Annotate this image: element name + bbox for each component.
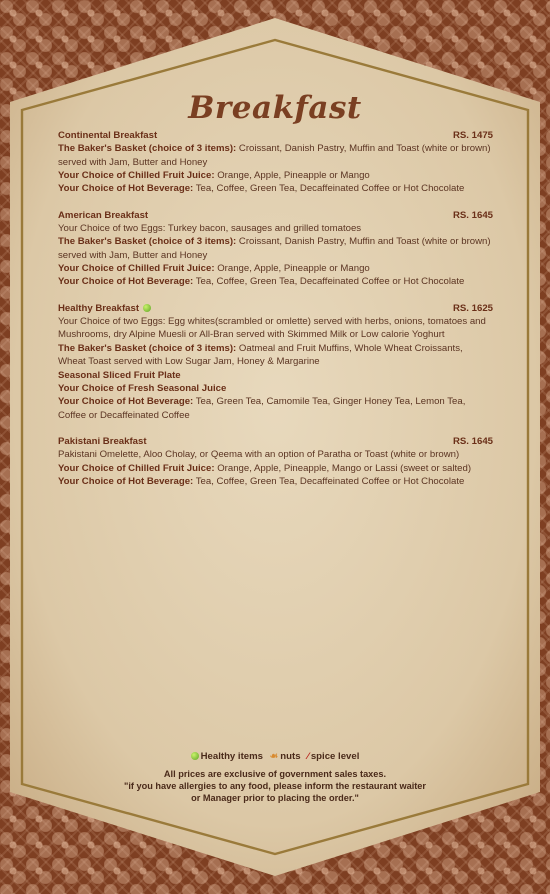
line-text: Croissant, Danish Pastry, Muffin and Toast (white or brown) served with Jam, Butter and Honey (58, 236, 491, 261)
line-text: Your Choice of two Eggs: Turkey bacon, sausages and grilled tomatoes (58, 223, 362, 235)
line-label: The Baker's Basket (choice of 3 items): (58, 236, 237, 248)
line-label: Your Choice of Fresh Seasonal Juice (58, 382, 227, 394)
line-text: Tea, Green Tea, Camomile Tea, Ginger Honey Tea, Lemon Tea, Coffee or Decaffeinated Coffee (58, 396, 466, 421)
menu-line (58, 142, 493, 169)
section-name: Healthy Breakfast (58, 302, 140, 314)
chili-icon: ⁄ (307, 751, 309, 762)
line-label: Your Choice of Chilled Fruit Juice: (58, 462, 215, 474)
line-text: Croissant, Danish Pastry, Muffin and Toast (white or brown) served with Jam, Butter and Honey (58, 143, 491, 168)
note-line: All prices are exclusive of government sales taxes. (163, 769, 387, 779)
line-label: The Baker's Basket (choice of 3 items): (58, 342, 237, 354)
legend-spice: spice level (310, 751, 360, 762)
menu-line (58, 182, 493, 195)
line-label: Your Choice of Chilled Fruit Juice: (58, 170, 215, 182)
legend (0, 751, 550, 762)
menu-section (58, 129, 493, 196)
line-text: Pakistani Omelette, Aloo Cholay, or Qeema with an option of Paratha or Toast (white or brown) (58, 449, 460, 461)
line-label: The Baker's Basket (choice of 3 items): (58, 143, 237, 155)
menu-line (58, 369, 493, 382)
menu-line (58, 462, 493, 475)
menu-line (58, 475, 493, 488)
line-label: Your Choice of Hot Beverage: (58, 396, 194, 408)
section-header (58, 302, 493, 315)
menu-line (58, 169, 493, 182)
line-text: Oatmeal and Fruit Muffins, Whole Wheat Croissants, Wheat Toast served with Low Sugar Jam, Honey & Margarine (58, 342, 463, 368)
line-label: Your Choice of Chilled Fruit Juice: (58, 263, 215, 275)
footer-notes (0, 768, 550, 804)
section-price: RS. 1625 (452, 302, 493, 314)
menu-line (58, 235, 493, 262)
section-price: RS. 1645 (452, 435, 493, 447)
legend-healthy: Healthy items (200, 751, 263, 762)
section-name: American Breakfast (58, 209, 149, 221)
note-line: or Manager prior to placing the order." (191, 793, 359, 803)
menu-line (58, 275, 493, 288)
line-text: Orange, Apple, Pineapple, Mango or Lassi (sweet or salted) (214, 462, 472, 474)
menu-line (58, 222, 493, 235)
menu-line (58, 395, 493, 422)
menu-line (58, 262, 493, 275)
section-name: Continental Breakfast (58, 130, 158, 141)
section-price: RS. 1475 (452, 130, 493, 141)
menu-section (58, 209, 493, 289)
section-header (58, 129, 493, 142)
menu-line (58, 315, 493, 342)
healthy-dot-icon (191, 752, 199, 760)
line-text: Orange, Apple, Pineapple or Mango (214, 170, 370, 182)
line-text: Tea, Coffee, Green Tea, Decaffeinated Coffee or Hot Chocolate (193, 276, 465, 288)
menu-line (58, 342, 493, 369)
nut-icon: ☙ (269, 751, 279, 762)
line-text: Your Choice of two Eggs: Egg whites(scrambled or omlette) served with herbs, onions, tomatoes and Mushrooms, dry Alpine Muesli or All-Bran served with Skimmed Milk or Low calorie Yoghurt (58, 316, 486, 341)
menu-line (58, 448, 493, 461)
menu-line (58, 382, 493, 395)
line-label: Your Choice of Hot Beverage: (58, 475, 194, 487)
line-label: Your Choice of Hot Beverage: (58, 183, 194, 195)
note-line: "if you have allergies to any food, please inform the restaurant waiter (123, 781, 426, 791)
line-text: Tea, Coffee, Green Tea, Decaffeinated Coffee or Hot Chocolate (193, 183, 465, 195)
legend-nuts: nuts (280, 751, 301, 762)
menu-section (58, 302, 493, 422)
menu-section (58, 435, 493, 488)
line-label: Seasonal Sliced Fruit Plate (58, 369, 181, 381)
healthy-dot-icon (143, 304, 151, 312)
line-label: Your Choice of Hot Beverage: (58, 276, 194, 288)
section-header (58, 209, 493, 222)
section-name: Pakistani Breakfast (58, 435, 147, 447)
section-price: RS. 1645 (452, 209, 493, 221)
section-header (58, 435, 493, 448)
line-text: Tea, Coffee, Green Tea, Decaffeinated Coffee or Hot Chocolate (193, 475, 465, 487)
menu-content (58, 126, 493, 501)
line-text: Orange, Apple, Pineapple or Mango (214, 263, 370, 275)
page-title: Breakfast (188, 90, 362, 126)
